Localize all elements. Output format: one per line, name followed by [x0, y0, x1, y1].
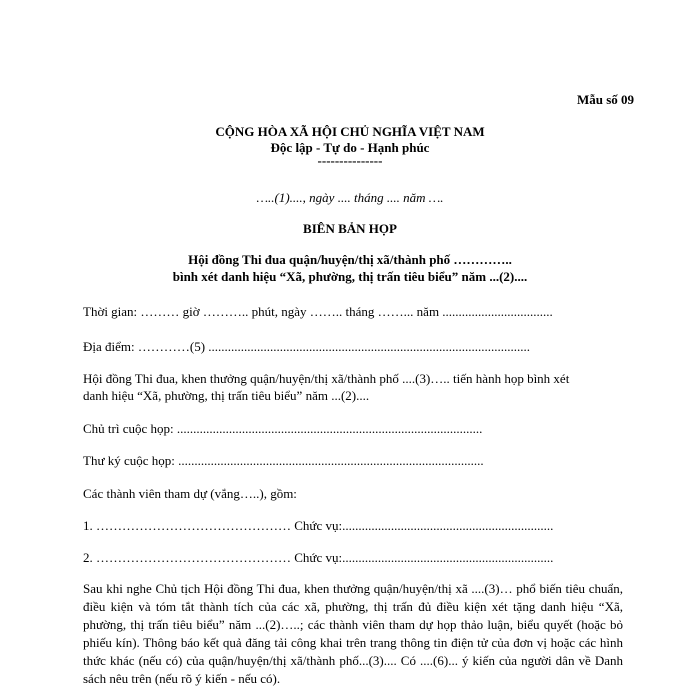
intro-line-2: danh hiệu “Xã, phường, thị trấn tiêu biểu” năm ...(2)....: [83, 388, 370, 403]
meeting-time-field: Thời gian: ……… giờ ……….. phút, ngày …….. tháng ……... năm ..................................: [83, 304, 553, 319]
header-divider: ---------------: [317, 153, 383, 168]
attendees-heading: Các thành viên tham dự (vắng…..), gồm:: [83, 486, 297, 501]
form-number: Mẫu số 09: [576, 92, 634, 107]
place-date: …..(1)...., ngày .... tháng .... năm ….: [256, 190, 444, 205]
body-paragraph: Sau khi nghe Chủ tịch Hội đồng Thi đua, khen thưởng quận/huyện/thị xã ....(3)… phổ biến tiêu chuẩn, điều kiện và tóm tắt thành tích của các xã, phường, thị trấn đủ điều kiện xét tặng danh hiệu “Xã, phường, thị trấn tiêu biểu” năm ...(2)…..; các thành viên tham dự họp thảo luận, biểu quyết (hoặc bỏ phiếu kín). Thông báo kết quả đăng tải công khai trên trang thông tin điện tử của đơn vị hoặc các hình thức khác (nếu có) của quận/huyện/thị xã/thành phố...(3).... Có ....(6)... ý kiến của người dân về Danh sách nêu trên (nếu rõ ý kiến - nếu có).: [83, 581, 623, 686]
country-name: CỘNG HÒA XÃ HỘI CHỦ NGHĨA VIỆT NAM: [215, 124, 485, 139]
subtitle-line-1: Hội đồng Thi đua quận/huyện/thị xã/thành phố …………..: [188, 252, 512, 267]
meeting-location-field: Địa điểm: …………(5) ...................................................................................................: [83, 339, 531, 354]
meeting-secretary-field: Thư ký cuộc họp: ..............................................................................................: [83, 453, 484, 468]
national-motto: Độc lập - Tự do - Hạnh phúc: [270, 140, 430, 155]
member-1-field: 1. ……………………………………… Chức vụ:.................................................................: [83, 518, 554, 533]
member-2-field: 2. ……………………………………… Chức vụ:.................................................................: [83, 550, 554, 565]
intro-line-1: Hội đồng Thi đua, khen thưởng quận/huyện/thị xã/thành phố ....(3)….. tiến hành họp bình xét: [83, 371, 570, 386]
document-title: BIÊN BẢN HỌP: [303, 221, 397, 236]
meeting-chair-field: Chủ trì cuộc họp: ..............................................................................................: [83, 421, 483, 436]
subtitle-line-2: bình xét danh hiệu “Xã, phường, thị trấn tiêu biểu” năm ...(2)....: [172, 269, 528, 284]
